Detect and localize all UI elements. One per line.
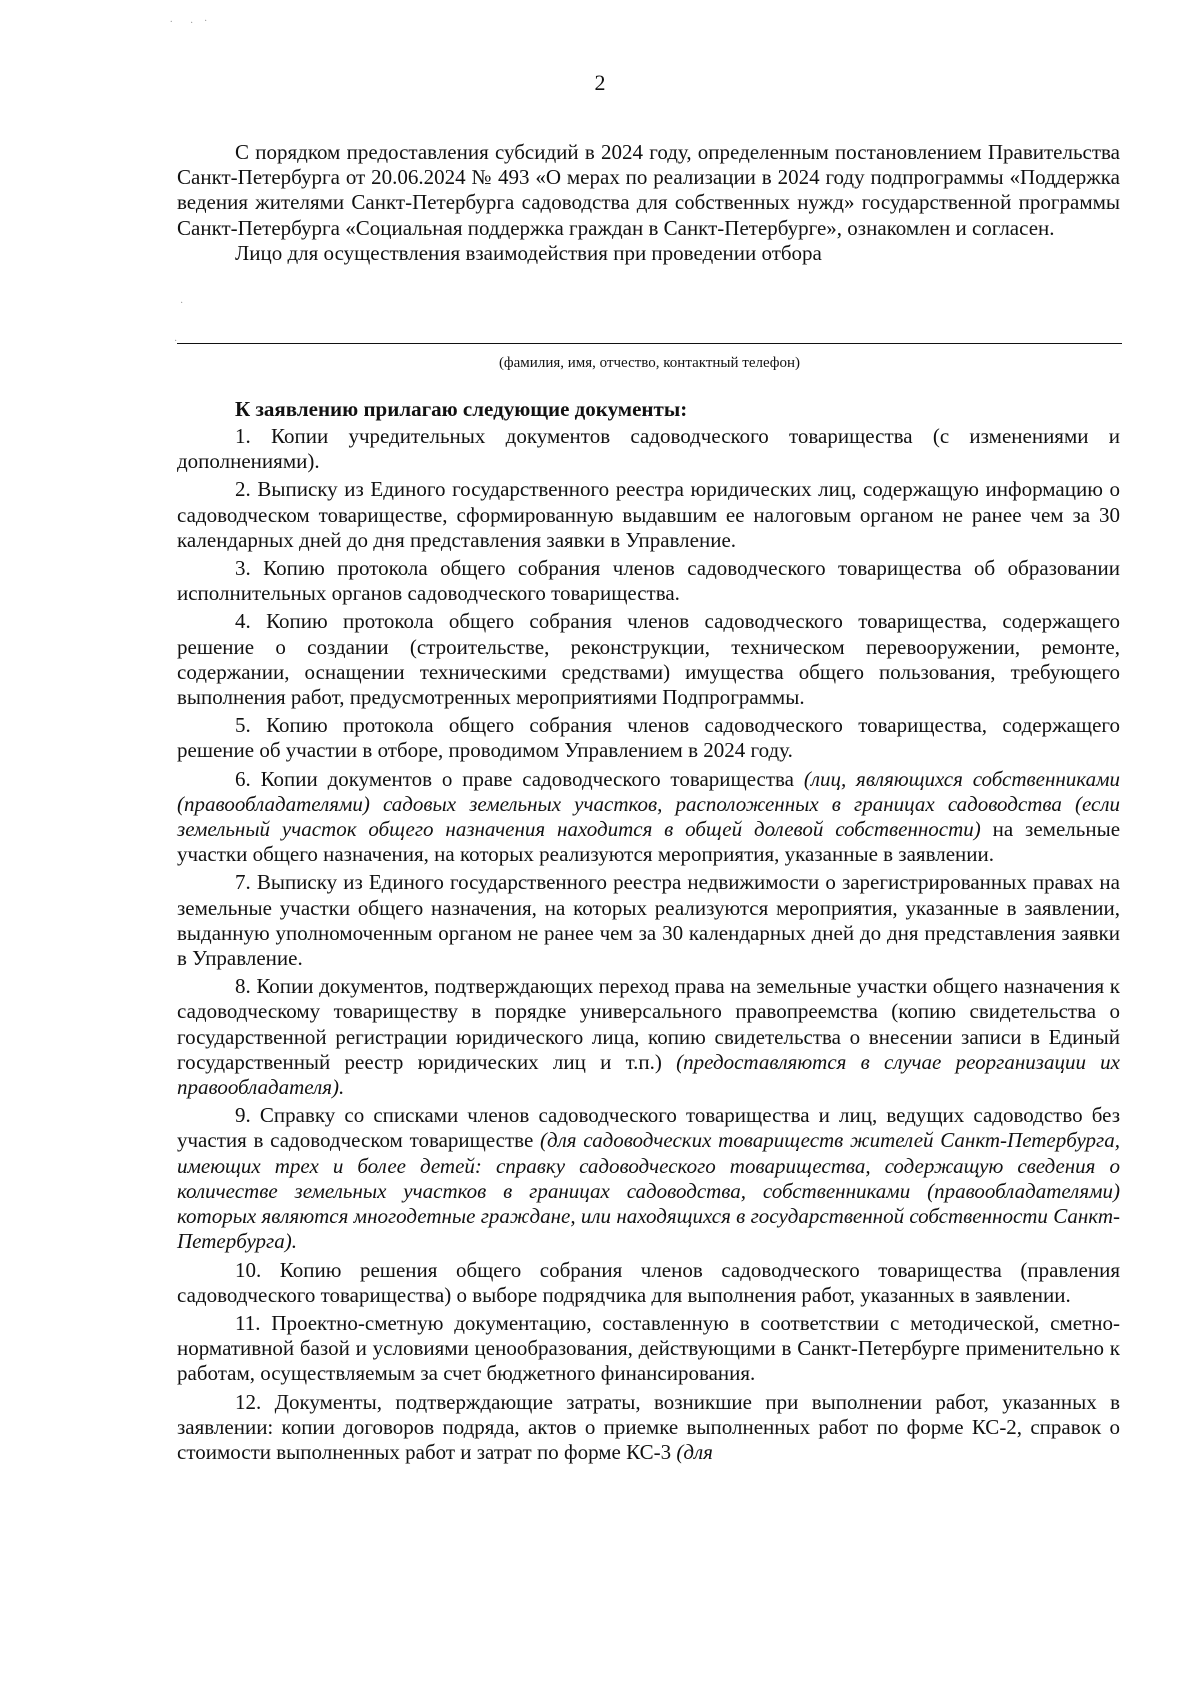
contact-person-line: Лицо для осуществления взаимодействия при проведении отбора	[235, 240, 822, 265]
attachments-heading: К заявлению прилагаю следующие документы:	[235, 397, 688, 421]
list-item: 8. Копии документов, подтверждающих переход права на земельные участки общего назначения к садоводческому товариществу в порядке универсального правопреемства (копию свидетельства о государственной регистрации юридического лица, копию свидетельства о внесении записи в Единый государственный реестр юридических лиц и т.п.) (предоставляются в случае реорганизации их правообладателя).	[177, 974, 1121, 1100]
intro-paragraph: С порядком предоставления субсидий в 2024 году, определенным постановлением Правительства Санкт-Петербурга от 20.06.2024 № 493 «О мерах по реализации в 2024 году подпрограммы «Поддержка ведения жителями Санкт-Петербурга садоводства для собственных нужд» государственной программы Санкт-Петербурга «Социальная поддержка граждан в Санкт-Петербурге», ознакомлен и согласен.	[177, 140, 1120, 240]
signature-caption: (фамилия, имя, отчество, контактный телефон)	[498, 355, 801, 371]
intro-section	[177, 140, 1120, 266]
list-item: 10. Копию решения общего собрания членов садоводческого товарищества (правления садоводческого товарищества) о выборе подрядчика для выполнения работ, указанных в заявлении.	[177, 1257, 1120, 1307]
scan-speck: ·	[204, 16, 208, 27]
scan-speck: .	[170, 14, 173, 25]
list-item: 4. Копию протокола общего собрания членов садоводческого товарищества, содержащего решение о создании (строительстве, реконструкции, техническом перевооружении, ремонте, содержании, оснащении техническими средствами) имущества общего пользования, требующего выполнения работ, предусмотренных мероприятиями Подпрограммы.	[177, 609, 1120, 710]
list-item: 1. Копии учредительных документов садоводческого товарищества (с изменениями и дополнениями).	[177, 424, 1120, 474]
list-item: 5. Копию протокола общего собрания членов садоводческого товарищества, содержащего решение об участии в отборе, проводимом Управлением в 2024 году.	[177, 713, 1120, 763]
list-item: 9. Справку со списками членов садоводческого товарищества и лиц, ведущих садоводство без участия в садоводческом товариществе (для садоводческих товариществ жителей Санкт-Петербурга, имеющих трех и более детей: справку садоводческого товарищества, содержащую сведения о количестве земельных участков в границах садоводства, собственниками (правообладателями) которых являются многодетные граждане, или находящихся в государственной собственности Санкт-Петербурга).	[177, 1103, 1120, 1254]
list-item: 6. Копии документов о праве садоводческого товарищества (лиц, являющихся собственниками (правообладателями) садовых земельных участков, расположенных в границах садоводства (если земельный участок общего назначения находится в общей долевой собственности) на земельные участки общего назначения, на которых реализуются мероприятия, указанные в заявлении.	[177, 766, 1121, 867]
list-item: 2. Выписку из Единого государственного реестра юридических лиц, содержащую информацию о садоводческом товариществе, сформированную выдавшим ее налоговым органом не ранее чем за 30 календарных дней до дня представления заявки в Управление.	[177, 477, 1120, 552]
scan-speck: ·	[174, 336, 178, 347]
scan-speck: ·	[180, 298, 184, 309]
list-item: 3. Копию протокола общего собрания членов садоводческого товарищества об образовании исполнительных органов садоводческого товарищества.	[177, 556, 1120, 606]
scan-speck: ·	[190, 18, 194, 29]
page-number: 2	[594, 70, 606, 95]
signature-line	[177, 343, 1122, 344]
list-item: 12. Документы, подтверждающие затраты, возникшие при выполнении работ, указанных в заявлении: копии договоров подряда, актов о приемке выполненных работ по форме КС-2, справок о стоимости выполненных работ и затрат по форме КС-3 (для	[177, 1389, 1120, 1464]
attachments-list	[177, 424, 1120, 1468]
list-item: 11. Проектно-сметную документацию, составленную в соответствии с методической, сметно-нормативной базой и условиями ценообразования, действующими в Санкт-Петербурге применительно к работам, осуществляемым за счет бюджетного финансирования.	[177, 1310, 1120, 1386]
list-item: 7. Выписку из Единого государственного реестра недвижимости о зарегистрированных правах на земельные участки общего назначения, на которых реализуются мероприятия, указанные в заявлении, выданную уполномоченным органом не ранее чем за 30 календарных дней до дня представления заявки в Управление.	[177, 870, 1120, 971]
